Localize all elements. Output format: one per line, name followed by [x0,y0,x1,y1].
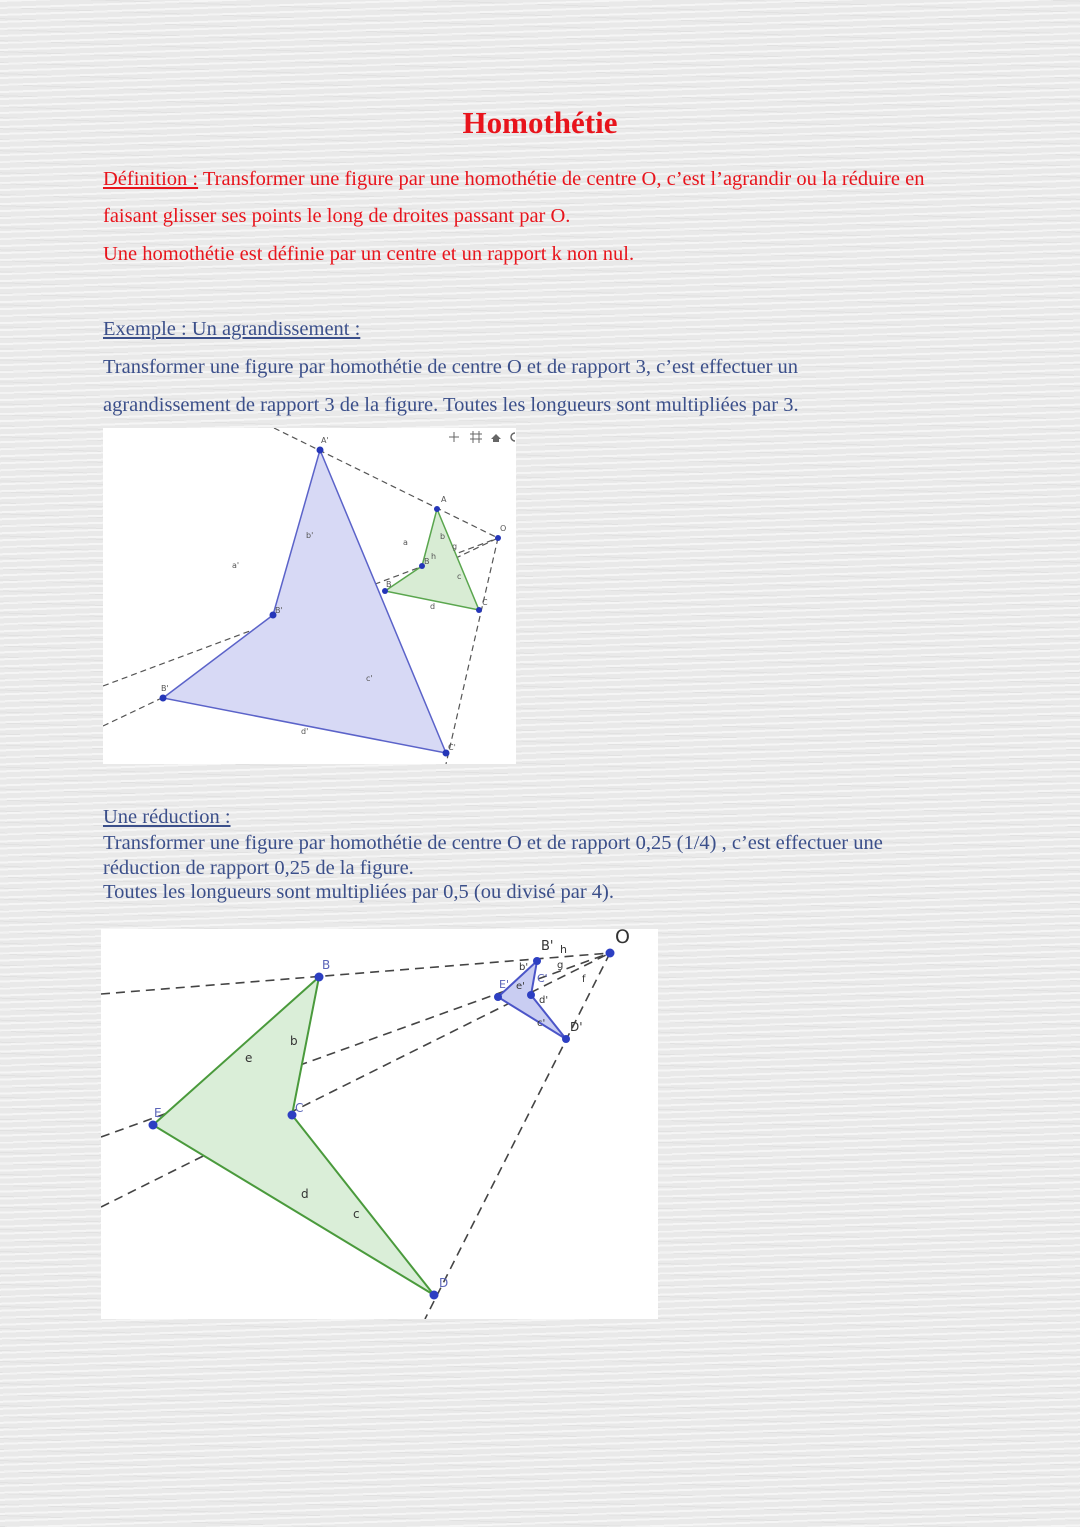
label-c-prime: C' [448,743,456,752]
reduction-diagram [101,929,658,1319]
label-e: E [154,1106,162,1120]
page-title: Homothétie [462,105,618,140]
point-e-prime [494,993,502,1001]
reduction-heading: Une réduction : [103,806,231,828]
label-a-prime: A' [321,436,329,445]
point-o [495,535,501,541]
example-line-1: Transformer une figure par homothétie de centre O et de rapport 3, c’est effectuer un [103,356,799,378]
side-e-prime: e' [516,981,525,992]
label-b: B [424,557,430,566]
point-b-prime-2 [160,695,167,702]
label-d-prime: D' [570,1020,583,1034]
reduction-line-2: réduction de rapport 0,25 de la figure. [103,857,414,879]
grid-icon[interactable] [470,431,482,443]
reduction-figure [101,929,658,1319]
label-b-prime-2: B' [161,684,169,693]
label-b-2: B [386,580,392,589]
label-d: D [439,1276,449,1290]
menu-partial-icon [511,433,515,441]
side-a-prime: a' [232,561,240,570]
side-h: h [560,943,567,956]
side-f: f [582,974,586,985]
side-c-prime: c' [537,1018,546,1029]
side-b: b [290,1034,298,1048]
side-g: g [452,542,458,551]
example-line-2: agrandissement de rapport 3 de la figure. Toutes les longueurs sont multipliées par 3. [103,394,799,416]
label-b: B [322,958,331,972]
label-o: O [615,929,630,948]
side-b-prime: b' [306,531,314,540]
label-c: C [482,598,488,607]
side-d: d [301,1187,309,1201]
point-a-prime [317,447,324,454]
point-c-prime [527,991,535,999]
side-a: a [403,538,408,547]
enlargement-figure [103,428,516,764]
side-e: e [245,1051,253,1065]
label-e-prime: E' [499,978,509,991]
point-b-prime [533,957,541,965]
side-d-prime: d' [301,727,309,736]
side-g: g [557,960,564,971]
point-o [606,949,615,958]
enlargement-diagram [103,428,516,764]
original-polygon [153,977,434,1295]
point-c [476,607,482,613]
point-a [434,506,440,512]
side-h: h [431,552,437,561]
side-d-prime: d' [539,995,549,1006]
label-c: C [295,1101,304,1115]
side-d: d [430,602,436,611]
side-c: c [353,1207,360,1221]
definition-text-1: Transformer une figure par une homothétie de centre O, c’est l’agrandir ou la réduire en [202,168,925,190]
side-c-prime: c' [366,674,373,683]
image-triangle [163,450,446,753]
definition-line-1 [103,167,924,191]
point-b [315,973,324,982]
definition-line-3: Une homothétie est définie par un centre et un rapport k non nul. [103,243,635,265]
label-c-prime: C' [537,972,548,985]
point-d-prime [562,1035,570,1043]
side-c: c [457,572,462,581]
point-d [430,1291,439,1300]
label-b-prime: B' [275,606,283,615]
point-e [149,1121,158,1130]
definition-line-2: faisant glisser ses points le long de droites passant par O. [103,205,571,227]
label-a: A [441,495,447,504]
side-b: b [440,532,446,541]
example-heading: Exemple : Un agrandissement : [103,318,361,340]
home-icon[interactable] [491,434,501,442]
label-b-prime: B' [541,939,554,954]
label-o: O [500,524,507,533]
side-b-prime: b' [519,962,529,973]
definition-label: Définition : [103,168,199,190]
reduction-line-3: Toutes les longueurs sont multipliées par 0,5 (ou divisé par 4). [103,881,614,903]
reduction-line-1: Transformer une figure par homothétie de centre O et de rapport 0,25 (1/4) , c’est effectuer une [103,832,883,854]
